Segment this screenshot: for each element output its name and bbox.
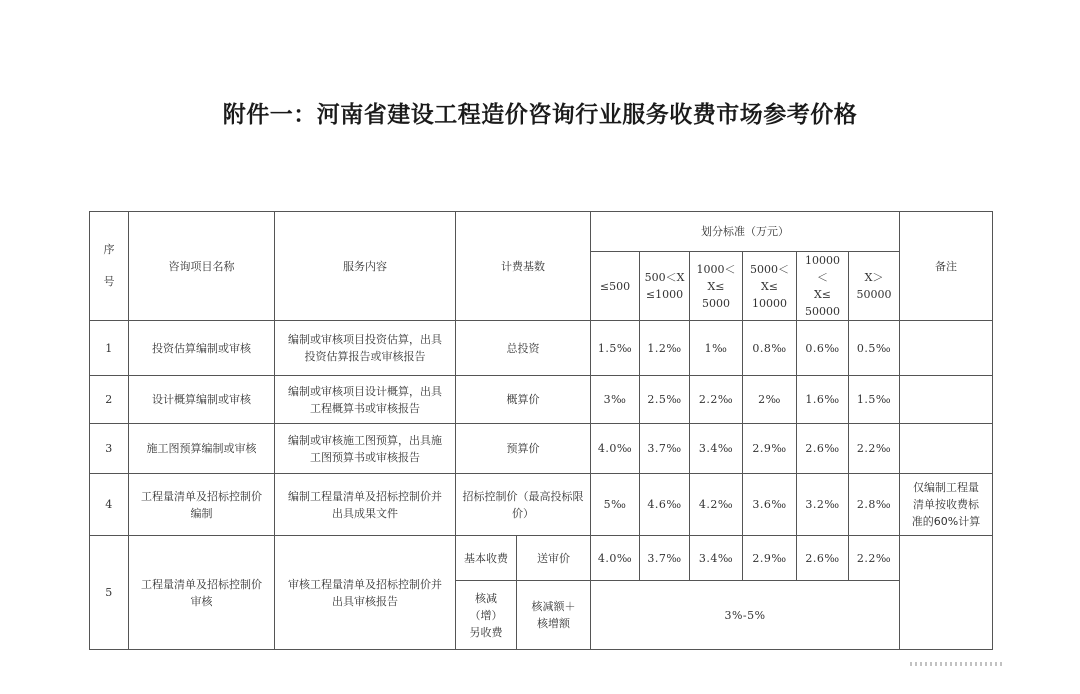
rate-cell: 2.6‰ — [797, 424, 849, 474]
header-division: 划分标准（万元） — [591, 212, 900, 252]
page-title: 附件一：河南省建设工程造价咨询行业服务收费市场参考价格 — [222, 102, 858, 128]
rate-cell: 2‰ — [743, 376, 797, 424]
header-service: 服务内容 — [275, 212, 456, 321]
row-seq: 4 — [90, 474, 129, 536]
watermark-dots — [910, 662, 1002, 666]
rate-cell: 3.6‰ — [743, 474, 797, 536]
rate-cell: 2.2‰ — [849, 536, 900, 581]
row-service: 编制或审核项目投资估算，出具 投资估算报告或审核报告 — [275, 321, 456, 376]
row-project-name: 投资估算编制或审核 — [129, 321, 275, 376]
rate-cell: 3.7‰ — [640, 536, 690, 581]
rate-cell: 1‰ — [690, 321, 743, 376]
table-row — [90, 474, 993, 536]
header-row-1 — [90, 212, 993, 252]
row-basis: 总投资 — [456, 321, 591, 376]
adjust-rate: 3%-5% — [591, 581, 900, 650]
row-service: 编制或审核项目设计概算，出具 工程概算书或审核报告 — [275, 376, 456, 424]
rate-cell: 0.8‰ — [743, 321, 797, 376]
rate-cell: 2.6‰ — [797, 536, 849, 581]
row-seq: 3 — [90, 424, 129, 474]
table-row — [90, 424, 993, 474]
row-note — [900, 536, 993, 650]
rate-cell: 1.5‰ — [849, 376, 900, 424]
row-basis: 概算价 — [456, 376, 591, 424]
row-service: 编制或审核施工图预算，出具施 工图预算书或审核报告 — [275, 424, 456, 474]
rate-cell: 3.2‰ — [797, 474, 849, 536]
row-project-name: 设计概算编制或审核 — [129, 376, 275, 424]
rate-cell: 4.6‰ — [640, 474, 690, 536]
row-note — [900, 321, 993, 376]
row-basis: 招标控制价（最高投标限 价） — [456, 474, 591, 536]
range-header: X＞ 50000 — [849, 252, 900, 321]
rate-cell: 4.0‰ — [591, 536, 640, 581]
row-service: 审核工程量清单及招标控制价并 出具审核报告 — [275, 536, 456, 650]
rate-cell: 3.4‰ — [690, 424, 743, 474]
rate-cell: 0.5‰ — [849, 321, 900, 376]
rate-cell: 2.8‰ — [849, 474, 900, 536]
rate-cell: 3.4‰ — [690, 536, 743, 581]
rate-cell: 5‰ — [591, 474, 640, 536]
table-row — [90, 321, 993, 376]
rate-cell: 0.6‰ — [797, 321, 849, 376]
row-project-name: 施工图预算编制或审核 — [129, 424, 275, 474]
rate-cell: 3‰ — [591, 376, 640, 424]
header-basis: 计费基数 — [456, 212, 591, 321]
rate-cell: 2.2‰ — [849, 424, 900, 474]
range-header: 5000＜ X≤ 10000 — [743, 252, 797, 321]
range-header: ≤500 — [591, 252, 640, 321]
adjust-fee-basis: 核减额＋ 核增额 — [517, 581, 591, 650]
rate-cell: 1.5‰ — [591, 321, 640, 376]
rate-cell: 2.9‰ — [743, 424, 797, 474]
row-project-name: 工程量清单及招标控制价 审核 — [129, 536, 275, 650]
row-project-name: 工程量清单及招标控制价 编制 — [129, 474, 275, 536]
range-header: 1000＜ X≤ 5000 — [690, 252, 743, 321]
row-basis: 预算价 — [456, 424, 591, 474]
range-header: 500＜X ≤1000 — [640, 252, 690, 321]
header-project-name: 咨询项目名称 — [129, 212, 275, 321]
rate-cell: 4.0‰ — [591, 424, 640, 474]
row-note: 仅编制工程量 清单按收费标 准的60%计算 — [900, 474, 993, 536]
table-row — [90, 536, 993, 581]
adjust-fee-label: 核减（增） 另收费 — [456, 581, 517, 650]
table-row — [90, 376, 993, 424]
row-seq: 5 — [90, 536, 129, 650]
range-header: 10000＜ X≤ 50000 — [797, 252, 849, 321]
rate-cell: 1.6‰ — [797, 376, 849, 424]
rate-cell: 2.9‰ — [743, 536, 797, 581]
row-seq: 1 — [90, 321, 129, 376]
rate-cell: 2.2‰ — [690, 376, 743, 424]
basic-fee-label: 基本收费 — [456, 536, 517, 581]
row-note — [900, 424, 993, 474]
row-note — [900, 376, 993, 424]
rate-cell: 3.7‰ — [640, 424, 690, 474]
rate-cell: 4.2‰ — [690, 474, 743, 536]
rate-cell: 2.5‰ — [640, 376, 690, 424]
row-service: 编制工程量清单及招标控制价并 出具成果文件 — [275, 474, 456, 536]
basic-fee-basis: 送审价 — [517, 536, 591, 581]
header-note: 备注 — [900, 212, 993, 321]
row-seq: 2 — [90, 376, 129, 424]
fee-table — [89, 211, 993, 650]
header-seq: 序 号 — [90, 212, 129, 321]
rate-cell: 1.2‰ — [640, 321, 690, 376]
